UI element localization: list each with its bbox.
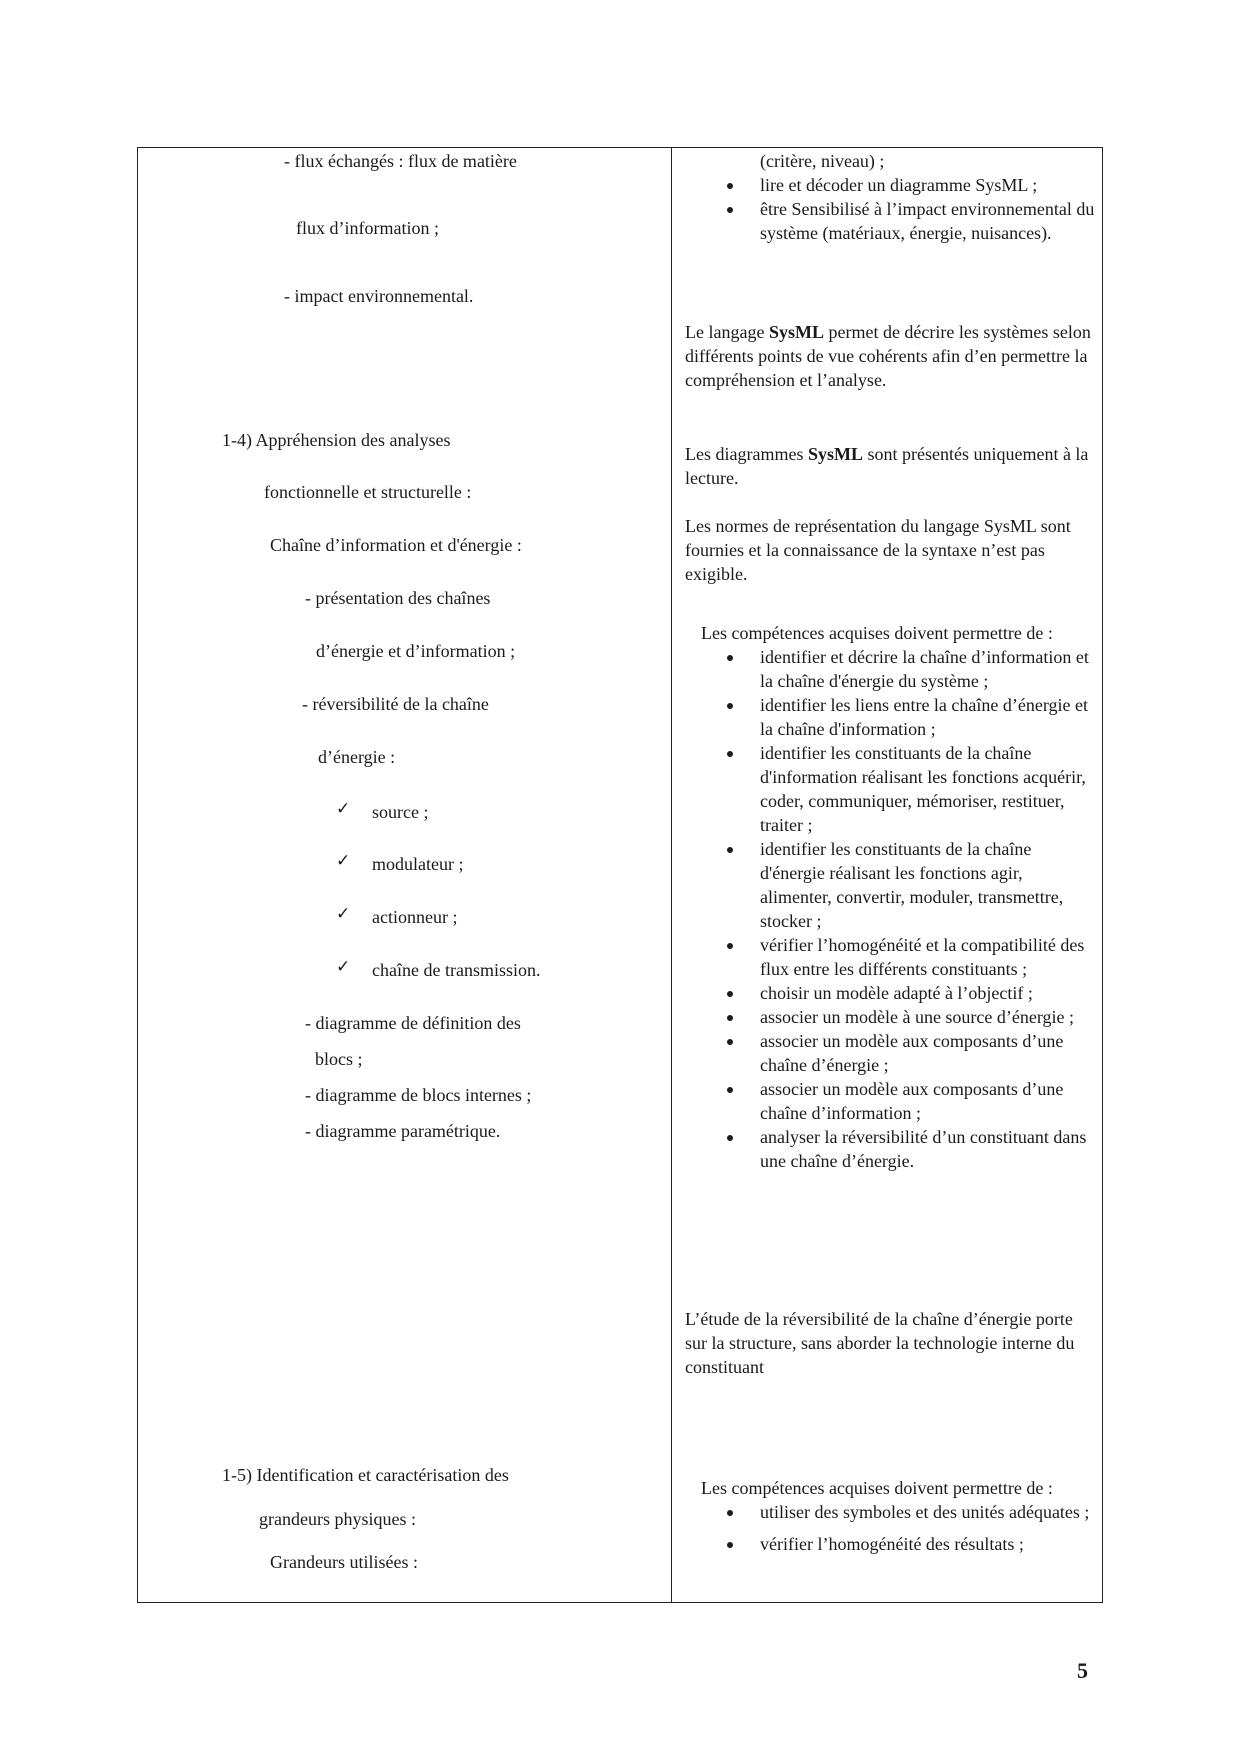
competences2-list xyxy=(685,1500,1095,1556)
diagramme-parametrique: - diagramme paramétrique. xyxy=(305,1121,501,1141)
column-divider xyxy=(671,147,672,1603)
list-item: identifier les constituants de la chaîne d'énergie réalisant les fonctions agir, alimenter, convertir, moduler, transmettre, stocker ; xyxy=(685,837,1095,933)
sysml-bold: SysML xyxy=(768,322,824,342)
checkmark-icon: ✓ xyxy=(336,851,351,871)
check-item-source: source ; xyxy=(372,802,429,822)
grandeurs-utilisees: Grandeurs utilisées : xyxy=(270,1552,418,1572)
checkmark-icon: ✓ xyxy=(336,799,351,819)
flux-information: flux d’information ; xyxy=(296,218,439,238)
right-top-block xyxy=(685,149,1095,245)
section-1-5-title-cont: grandeurs physiques : xyxy=(259,1509,416,1529)
section-1-4-title-cont: fonctionnelle et structurelle : xyxy=(264,482,472,502)
page-number: 5 xyxy=(1077,1658,1088,1683)
section-1-4-title: 1-4) Appréhension des analyses xyxy=(222,430,451,450)
list-item: lire et décoder un diagramme SysML ; xyxy=(685,173,1095,197)
reversibilite-item-cont: d’énergie : xyxy=(318,747,396,767)
check-item-modulateur: modulateur ; xyxy=(372,854,464,874)
competences-block xyxy=(685,621,1095,1173)
text-run: Les diagrammes xyxy=(685,444,808,464)
list-item: identifier les constituants de la chaîne d'information réalisant les fonctions acquérir, coder, communiquer, mémoriser, restituer, traiter ; xyxy=(685,741,1095,837)
competences-intro: Les compétences acquises doivent permettre de : xyxy=(701,623,1053,643)
list-item: choisir un modèle adapté à l’objectif ; xyxy=(685,981,1095,1005)
competences2-block xyxy=(685,1476,1095,1556)
checkmark-icon: ✓ xyxy=(336,904,351,924)
diagramme-definition: - diagramme de définition des xyxy=(305,1013,521,1033)
text-run: sont présentés uniquement à la lecture. xyxy=(685,444,1089,488)
diagramme-blocs-internes: - diagramme de blocs internes ; xyxy=(305,1085,532,1105)
diagramme-definition-cont: blocs ; xyxy=(315,1049,363,1069)
flux-echanges: - flux échangés : flux de matière xyxy=(284,151,517,171)
chaine-heading: Chaîne d’information et d'énergie : xyxy=(270,535,522,555)
list-item: vérifier l’homogénéité des résultats ; xyxy=(685,1532,1095,1556)
sysml-paragraph-3: Les normes de représentation du langage SysML sont fournies et la connaissance de la syntaxe n’est pas exigible. xyxy=(685,516,1071,584)
competences2-intro: Les compétences acquises doivent permettre de : xyxy=(701,1478,1053,1498)
list-item: utiliser des symboles et des unités adéquates ; xyxy=(685,1500,1095,1524)
list-item: associer un modèle à une source d’énergie ; xyxy=(685,1005,1095,1029)
list-item: analyser la réversibilité d’un constituant dans une chaîne d’énergie. xyxy=(685,1125,1095,1173)
list-item: vérifier l’homogénéité et la compatibilité des flux entre les différents constituants ; xyxy=(685,933,1095,981)
check-item-actionneur: actionneur ; xyxy=(372,907,458,927)
sysml-paragraph-2 xyxy=(685,442,1095,490)
top-line: (critère, niveau) ; xyxy=(760,151,885,171)
list-item: identifier les liens entre la chaîne d’énergie et la chaîne d'information ; xyxy=(685,693,1095,741)
impact-environnemental: - impact environnemental. xyxy=(284,286,474,306)
text-run: permet de décrire les systèmes selon différents points de vue cohérents afin d’en permettre la compréhension et l’analyse. xyxy=(685,322,1091,390)
checkmark-icon: ✓ xyxy=(336,957,351,977)
sysml-bold: SysML xyxy=(807,444,863,464)
presentation-item: - présentation des chaînes xyxy=(305,588,491,608)
competences-list xyxy=(685,645,1095,1173)
section-1-5-title: 1-5) Identification et caractérisation des xyxy=(222,1465,509,1485)
list-item: associer un modèle aux composants d’une chaîne d’information ; xyxy=(685,1077,1095,1125)
list-item: identifier et décrire la chaîne d’information et la chaîne d'énergie du système ; xyxy=(685,645,1095,693)
list-item: être Sensibilisé à l’impact environnemental du système (matériaux, énergie, nuisances). xyxy=(685,197,1095,245)
etude-paragraph: L’étude de la réversibilité de la chaîne d’énergie porte sur la structure, sans aborder la technologie interne du constituant xyxy=(685,1309,1075,1377)
reversibilite-item: - réversibilité de la chaîne xyxy=(302,694,489,714)
list-item: associer un modèle aux composants d’une chaîne d’énergie ; xyxy=(685,1029,1095,1077)
text-run: Le langage xyxy=(685,322,769,342)
check-item-transmission: chaîne de transmission. xyxy=(372,960,541,980)
sysml-paragraph-1 xyxy=(685,320,1095,392)
top-bullet-list xyxy=(685,173,1095,245)
presentation-item-cont: d’énergie et d’information ; xyxy=(316,641,516,661)
